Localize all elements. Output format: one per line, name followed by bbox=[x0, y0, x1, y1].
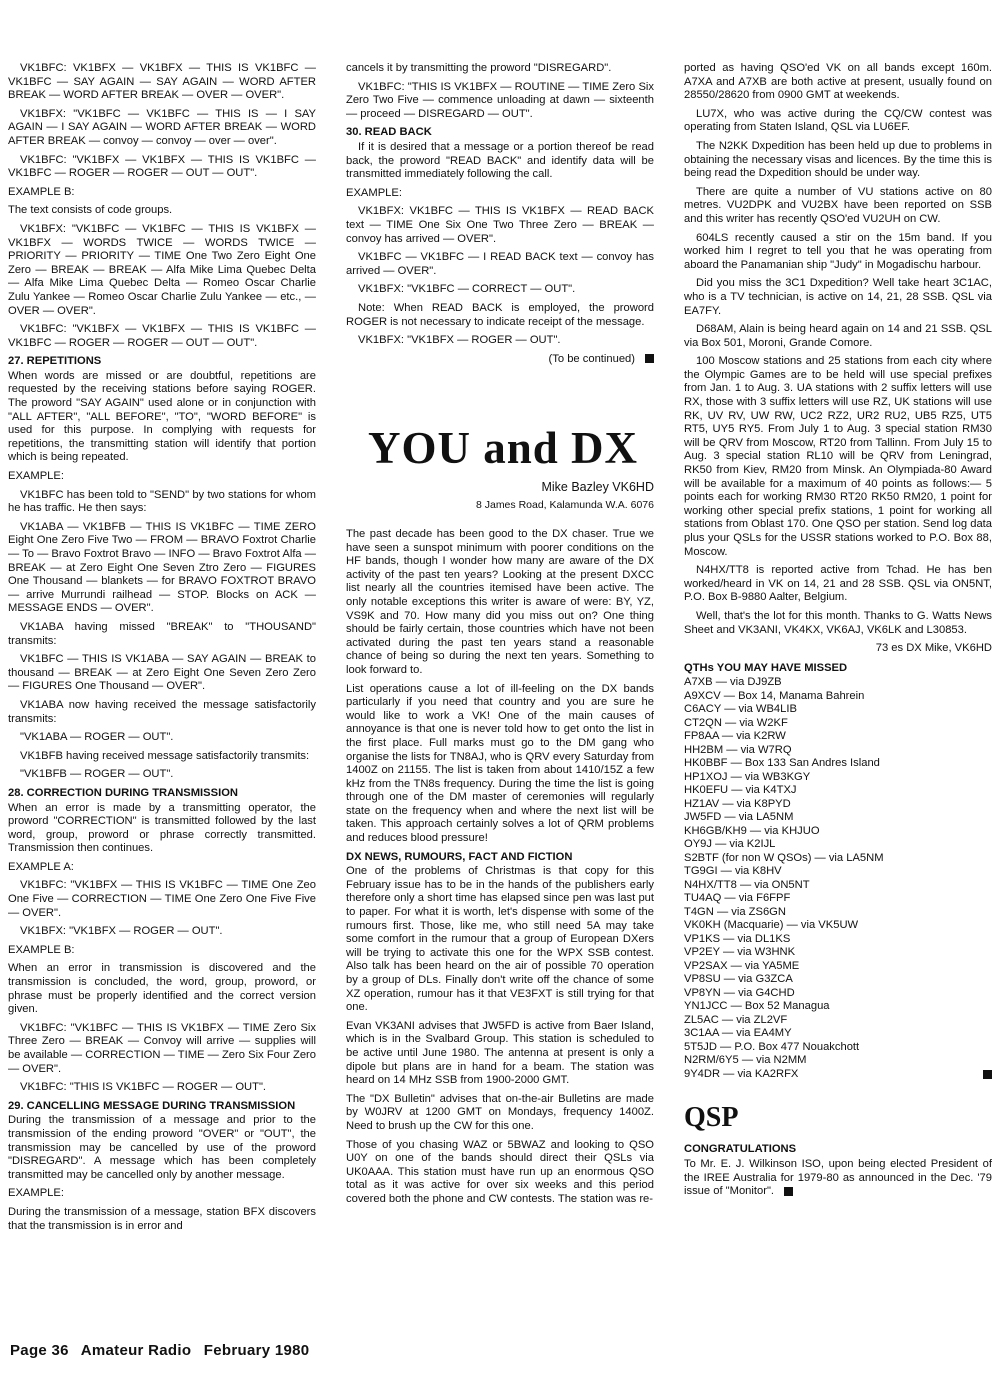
list-item: VP2SAX — via YA5ME bbox=[684, 959, 800, 972]
paragraph: EXAMPLE: bbox=[8, 1187, 64, 1200]
congrats-text: To Mr. E. J. Wilkinson ISO, upon being elected President of the IREE Australia for 1979-80 as announced in the Dec. '79 issue of "Monitor". bbox=[684, 1157, 992, 1198]
page-number: Page 36 bbox=[10, 1342, 69, 1359]
dx-title-block bbox=[346, 423, 654, 511]
magazine-name: Amateur Radio bbox=[80, 1342, 192, 1359]
end-mark-icon bbox=[645, 354, 654, 363]
article-title: YOU and DX bbox=[368, 423, 639, 473]
list-item: C6ACY — via WB4LIB bbox=[684, 703, 797, 716]
paragraph: VK1BFC: "VK1BFX — VK1BFX — THIS IS VK1BFC — VK1BFC — ROGER — ROGER — OUT — OUT". bbox=[8, 323, 316, 349]
paragraph: VK1BFX: "VK1BFC — VK1BFC — THIS IS — I SAY AGAIN — I SAY AGAIN — WORD AFTER BREAK — WORD AFTER BREAK — convoy — convoy — over — over". bbox=[8, 107, 316, 147]
section-heading: 29. CANCELLING MESSAGE DURING TRANSMISSION bbox=[8, 1099, 296, 1112]
paragraph: "VK1ABA — ROGER — OUT". bbox=[20, 731, 174, 744]
list-item: FP8AA — via K2RW bbox=[684, 730, 786, 743]
list-item: ZL5AC — via ZL2VF bbox=[684, 1013, 788, 1026]
paragraph: 100 Moscow stations and 25 stations from each city where the Olympic Games are to be held will use special prefixes from Jan. 1 to Aug. 3. UA stations with 2 suffix letters will use RX, those with 3 suffix letters will use RZ, UK stations will use RK, UV RV, UW RW, UC2 RZ2, UR2 RU2, UB5 RZ5, UT5 RT5, UY5 RY5. From July 1 to Aug. 3 special station RM30 will be QRV from Moscow, RT20 from Tallinn. From July 15 to Aug. 3 special station RL10 will be QRV from Leningrad, RK50 from Kiev, RM20 from Minsk. An Olympiada-80 Award will be available for a maximum of 40 points as follows:— 5 points each for working RM30 RT20 RK50 RM20, 1 point for working other special prefix stations, 1 point for working all stations from Oblast 170. One QSO per station. Send log data plus your QSLs for the USSR stations worked to P.O. Box 88, Moscow. bbox=[684, 355, 992, 558]
list-item: HH2BM — via W7RQ bbox=[684, 743, 792, 756]
paragraph: When an error is made by a transmitting operator, the proword "CORRECTION" is transmitted followed by the last word, group, proword or phrase correctly transmitted. Transmission then continues. bbox=[8, 801, 316, 855]
paragraph: VK1BFC: "THIS IS VK1BFC — ROGER — OUT". bbox=[20, 1081, 267, 1094]
paragraph: VK1BFC: "VK1BFC — THIS IS VK1BFX — TIME Zero Six Three Zero — BREAK — Convoy will arrive — supplies will be available — CORRECTION — TIME — Zero Six Four Zero — OVER". bbox=[8, 1021, 316, 1075]
paragraph: VK1BFC — VK1BFC — I READ BACK text — convoy has arrived — OVER". bbox=[346, 251, 654, 277]
qth-list bbox=[684, 676, 992, 1081]
article-author: Mike Bazley VK6HD bbox=[541, 480, 654, 494]
paragraph: "VK1BFB — ROGER — OUT". bbox=[20, 768, 174, 781]
paragraph: VK1ABA now having received the message satisfactorily transmits: bbox=[8, 698, 316, 725]
paragraph: VK1BFB having received message satisfactorily transmits: bbox=[20, 749, 310, 762]
page-footer bbox=[10, 1342, 317, 1359]
continued-text: (To be continued) bbox=[548, 352, 635, 365]
list-item: VP1KS — via DL1KS bbox=[684, 932, 791, 945]
end-mark-icon bbox=[983, 1070, 992, 1079]
paragraph: VK1BFX: VK1BFC — THIS IS VK1BFX — READ BACK text — TIME One Six One Two Three Zero — BREAK — convoy has arrived — OVER". bbox=[346, 205, 654, 245]
signoff: 73 es DX Mike, VK6HD bbox=[875, 642, 992, 655]
paragraph: VK1BFX: "VK1BFC — CORRECT — OUT". bbox=[358, 283, 576, 296]
paragraph: Those of you chasing WAZ or 5BWAZ and looking to QSO U0Y on one of the bands should direct their QSLs via UK0AAA. This station must have run up an enormous QSO total as it was active for over six weeks and this period covered both the phone and CW contests. The station was re- bbox=[346, 1138, 654, 1205]
list-item: 3C1AA — via EA4MY bbox=[684, 1027, 792, 1040]
paragraph: During the transmission of a message, station BFX discovers that the transmission is in error and bbox=[8, 1205, 316, 1232]
paragraph: VK1BFC has been told to "SEND" by two stations for whom he has traffic. He then says: bbox=[8, 488, 316, 515]
list-item: KH6GB/KH9 — via KHJUO bbox=[684, 824, 820, 837]
paragraph: EXAMPLE B: bbox=[8, 943, 75, 956]
paragraph: If it is desired that a message or a portion thereof be read back, the proword "READ BACK" and identify data will be transmitted immediately following the call. bbox=[346, 140, 654, 181]
end-mark-icon bbox=[784, 1187, 793, 1196]
qsp-title: QSP bbox=[684, 1102, 739, 1134]
paragraph: LU7X, who was active during the CQ/CW contest was operating from Staten Island, QSL via LU6EF. bbox=[684, 107, 992, 134]
list-item: N2RM/6Y5 — via N2MM bbox=[684, 1054, 807, 1067]
paragraph: VK1BFC: VK1BFX — VK1BFX — THIS IS VK1BFC — VK1BFC — SAY AGAIN — SAY AGAIN — WORD AFTER BREAK — WORD AFTER BREAK — OVER — OVER". bbox=[8, 62, 316, 102]
section-heading: 28. CORRECTION DURING TRANSMISSION bbox=[8, 786, 238, 799]
paragraph: VK1ABA — VK1BFB — THIS IS VK1BFC — TIME ZERO Eight One Zero Five Two — FROM — BRAVO Foxtrot Charlie — To — Bravo Foxtrot Bravo — INFO — Bravo Foxtrot Alfa — BREAK — at Zero Eight One Seven Ztro Zero — FIGURES One Thousand — blankets — for BRAVO FOXTROT BRAVO — arrive Murrundi railhead — STOP. Blocks on ACK — MESSAGE ENDS — OVER". bbox=[8, 520, 316, 615]
issue-date: February 1980 bbox=[203, 1342, 310, 1359]
paragraph: VK1BFC — THIS IS VK1ABA — SAY AGAIN — BREAK to thousand — BREAK — at Zero Eight One Seven Zero Zero — FIGURES One Thousand — OVER". bbox=[8, 653, 316, 693]
paragraph: D68AM, Alain is being heard again on 14 and 21 SSB. QSL via Box 501, Moroni, Grande Comore. bbox=[684, 323, 992, 349]
paragraph: VK1ABA having missed "BREAK" to "THOUSAND" transmits: bbox=[8, 620, 316, 647]
list-item: N4HX/TT8 — via ON5NT bbox=[684, 878, 810, 891]
list-item: CT2QN — via W2KF bbox=[684, 716, 788, 729]
list-item: A9XCV — Box 14, Manama Bahrein bbox=[684, 689, 865, 702]
paragraph: Note: When READ BACK is employed, the proword ROGER is not necessary to indicate receipt of the message. bbox=[346, 301, 654, 328]
list-item: S2BTF (for non W QSOs) — via LA5NM bbox=[684, 851, 884, 864]
paragraph: EXAMPLE B: bbox=[8, 185, 75, 198]
paragraph: The N2KK Dxpedition has been held up due to problems in obtaining the necessary visas and licences. By the time this is being read the Dxpedition should be under way. bbox=[684, 139, 992, 180]
column-middle-top bbox=[346, 62, 654, 371]
paragraph: EXAMPLE: bbox=[346, 186, 402, 199]
list-item bbox=[684, 1068, 992, 1082]
list-item: VP8SU — via G3ZCA bbox=[684, 973, 793, 986]
paragraph: VK1BFC: "VK1BFX — VK1BFX — THIS IS VK1BFC — VK1BFC — ROGER — ROGER — OUT — OUT". bbox=[8, 153, 316, 180]
continued-note bbox=[346, 353, 654, 367]
list-item: TU4AQ — via F6FPF bbox=[684, 892, 791, 905]
paragraph: The text consists of code groups. bbox=[8, 204, 173, 217]
list-item: HP1XOJ — via WB3KGY bbox=[684, 770, 811, 783]
paragraph: VK1BFX: "VK1BFX — ROGER — OUT". bbox=[358, 334, 561, 347]
paragraph: The past decade has been good to the DX chaser. True we have seen a sunspot minimum with poorer conditions on the HF bands, though I wonder how many are aware of the DX activity of the past ten years? Looking at the present DXCC list nearly all the countries itemised have been active. The only notable exceptions this writer is aware of were: BY, YZ, VS9K and 70. How many did you miss out on? One thing should be fairly certain, those countries which have not been activated during the past ten years stand a reasonable chance of being so during the next ten years. Something to look forward to. bbox=[346, 528, 654, 676]
list-item: VP8YN — via G4CHD bbox=[684, 986, 795, 999]
paragraph: ported as having QSO'ed VK on all bands except 160m. A7XA and A7XB are both active at present, usually found on 28550/28620 from 0900 GMT at weekends. bbox=[684, 62, 992, 102]
column-right bbox=[684, 62, 992, 1204]
section-heading: QTHs YOU MAY HAVE MISSED bbox=[684, 661, 848, 674]
paragraph: Evan VK3ANI advises that JW5FD is active from Baer Island, which is in the Svalbard Group. This station is scheduled to be active until June 1980. The antenna at present is only a dipole but plans are in hand for a beam. The station was heard on 14 MHz SSB from 1900-2000 GMT. bbox=[346, 1019, 654, 1087]
paragraph: There are quite a number of VU stations active on 80 metres. VU2DPK and VU2BX have been reported on SSB and this writer has recently QSO'ed VU2UH on CW. bbox=[684, 185, 992, 225]
column-left bbox=[8, 62, 316, 1238]
paragraph: cancels it by transmitting the proword "DISREGARD". bbox=[346, 62, 612, 74]
paragraph: The "DX Bulletin" advises that on-the-air Bulletins are made by W0JRV at 1200 GMT on Mondays, frequency 1400Z. Need to brush up the CW for this one. bbox=[346, 1092, 654, 1132]
list-item-text: 9Y4DR — via KA2RFX bbox=[684, 1067, 799, 1080]
paragraph: EXAMPLE A: bbox=[8, 860, 74, 873]
paragraph: Did you miss the 3C1 Dxpedition? Well take heart 3C1AC, who is a TV technician, is active on 14, 21, 28 SSB. QSL via EA7FY. bbox=[684, 277, 992, 317]
section-heading: DX NEWS, RUMOURS, FACT AND FICTION bbox=[346, 850, 573, 863]
list-item: YN1JCC — Box 52 Managua bbox=[684, 1000, 830, 1013]
paragraph: When an error in transmission is discovered and the transmission is concluded, the word, group, proword, or phrase must be properly identified and the correct version given. bbox=[8, 962, 316, 1016]
list-item: T4GN — via ZS6GN bbox=[684, 905, 786, 918]
list-item: TG9GI — via K8HV bbox=[684, 865, 782, 878]
section-heading: CONGRATULATIONS bbox=[684, 1143, 797, 1156]
paragraph: VK1BFX: "VK1BFC — VK1BFC — THIS IS VK1BFX — VK1BFX — WORDS TWICE — WORDS TWICE — PRIORITY — PRIORITY — TIME One Two Zero Eight One Zero — BREAK — BREAK — Alfa Mike Lima Quebec Delta — Alfa Mike Lima Quebec Delta — Romeo Oscar Charlie Zulu Yankee — Romeo Oscar Charlie Zulu Yankee — etc., — OVER — OVER". bbox=[8, 222, 316, 317]
paragraph: VK1BFC: "THIS IS VK1BFX — ROUTINE — TIME Zero Six Zero Two Five — commence unloading at dawn — sixteenth — proceed — DISREGARD — OUT". bbox=[346, 80, 654, 120]
paragraph: When words are missed or are doubtful, repetitions are requested by the receiving stations before saying ROGER. The proword "SAY AGAIN" used alone or in conjunction with "ALL AFTER", "ALL BEFORE", "TO", "WORD BEFORE" is used for this purpose. In complying with requests for repetitions, the transmitting station will identify that portion which is being repeated. bbox=[8, 369, 316, 464]
section-heading: 30. READ BACK bbox=[346, 126, 432, 139]
list-item: OY9J — via K2IJL bbox=[684, 838, 776, 851]
paragraph: Well, that's the lot for this month. Thanks to G. Watts News Sheet and VK3ANI, VK4KX, VK6AJ, VK6LK and L30853. bbox=[684, 609, 992, 636]
article-address: 8 James Road, Kalamunda W.A. 6076 bbox=[475, 499, 654, 511]
paragraph: EXAMPLE: bbox=[8, 470, 64, 483]
paragraph: N4HX/TT8 is reported active from Tchad. He has ben worked/heard in VK on 14, 21 and 28 SSB. QSL via ON5NT, P.O. Box B-9880 Aalter, Belgium. bbox=[684, 564, 992, 604]
paragraph: 604LS recently caused a stir on the 15m band. If you worked him I regret to tell you that he was operating from aboard the Panamanian ship "Judy" in Mogadischu harbour. bbox=[684, 231, 992, 271]
list-item: VK0KH (Macquarie) — via VK5UW bbox=[684, 919, 859, 932]
list-item: 5T5JD — P.O. Box 477 Nouakchott bbox=[684, 1040, 860, 1053]
paragraph: One of the problems of Christmas is that copy for this February issue has to be in the hands of the publishers early therefore only a short time has elapsed since pen was last put to paper. For what it is worth, let's dispense with some of the rumours first. Those, like me, who still need 5A may take some comfort in the rumour that a group of European DXers will be trying to activate this one for the WPX SSB contest. Also talk has been heard on the air of possible 70 operation by a group of DLs. Finally don't write off the chance of some XZ operation, rumour has it that VE3FXT is still trying for that one. bbox=[346, 865, 654, 1014]
dx-article-body bbox=[346, 528, 654, 1212]
list-item: HK0EFU — via K4TXJ bbox=[684, 784, 797, 797]
list-item: HZ1AV — via K8PYD bbox=[684, 797, 791, 810]
list-item: VP2EY — via W3HNK bbox=[684, 946, 796, 959]
paragraph bbox=[684, 1158, 992, 1199]
paragraph: VK1BFX: "VK1BFX — ROGER — OUT". bbox=[20, 925, 223, 938]
paragraph: VK1BFC: "VK1BFX — THIS IS VK1BFC — TIME One Zeo One Five — CORRECTION — TIME One Zero One Five Five — OVER". bbox=[8, 879, 316, 919]
paragraph: List operations cause a lot of ill-feeling on the DX bands particularly if you need that country and you are sure he would like to work a VK! One of the main causes of annoyance is that one is never told how to get onto the list in the first place. Full marks must go to the DM gang who organise the lists for TN8AJ, who is QRV every Saturday from 1400Z on 21155. The list is taken from about 1410/15Z a few kHz from the TN8s frequency. During the time the list is going through one of the DM master of ceremonies will regularly state on the frequency when and where the next list will be taken. This approach certainly solves a lot of QRM problems and reduces blood pressure! bbox=[346, 682, 654, 845]
list-item: A7XB — via DJ9ZB bbox=[684, 676, 782, 689]
paragraph: During the transmission of a message and prior to the transmission of the ending proword "OVER" or "OUT", the transmission may be cancelled by use of the proword "DISREGARD". A message which has been completely transmitted may be cancelled only by another message. bbox=[8, 1114, 316, 1181]
list-item: JW5FD — via LA5NM bbox=[684, 811, 794, 824]
section-heading: 27. REPETITIONS bbox=[8, 355, 102, 368]
list-item: HK0BBF — Box 133 San Andres Island bbox=[684, 757, 880, 770]
